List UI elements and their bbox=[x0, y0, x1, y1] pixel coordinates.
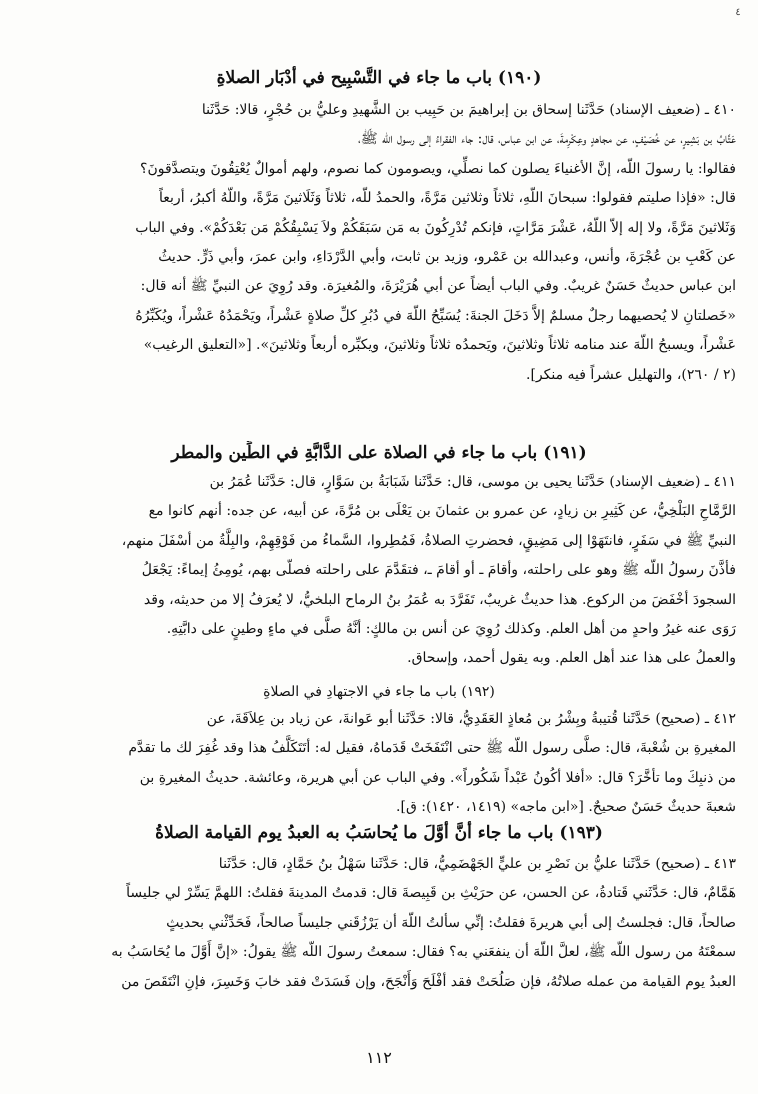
hadith-paragraph-413 bbox=[22, 850, 736, 1026]
text-line: «خَصلتانِ لا يُحصيهما رجلٌ مسلمٌ إلاَّ دَخَلَ الجنةَ: يُسَبِّحُ اللّهَ في دُبُرِ كلِّ صلاةٍ عَشْراً، ويَحْمَدُهُ عَشْراً، ويُكَبِّرُهُ bbox=[135, 307, 736, 324]
text-line: ٤١١ ـ (ضعيف الإسناد) حَدَّثَنا يحيى بن موسى، قال: حَدَّثَنا شَبَابَةُ بن سَوَّارٍ، قال: حَدَّثَنا عُمَرُ بن bbox=[209, 474, 736, 490]
chapter-heading-192: (١٩٢) باب ما جاء في الاجتهادِ في الصلاةِ bbox=[263, 684, 495, 700]
text-line: فأذَّنَ رسولُ اللّه ﷺ وهو على راحلته، وأقامَ ـ أو أقامَ ـ، فتقَدَّمَ على راحلته فصلّى بهم، يُومِئُ إيماءً: يَجْعَلُ bbox=[141, 562, 736, 579]
text-line: قال: «فإذا صليتم فقولوا: سبحانَ اللّهِ، ثلاثاً وثلاثين مَرَّةً، والحمدُ للّه، ثلاثاً وَثَلَاثينَ مَرَّةً، واللّهُ أكبرُ، أربعاً bbox=[159, 190, 736, 207]
text-line: (٢ / ٢٦٠)، والتهليل عشراً فيه منكر]. bbox=[526, 366, 736, 383]
page-number: ١١٢ bbox=[366, 1048, 392, 1067]
text-line: عَشْراً، ويسبحُ اللّهَ عند منامه ثلاثاً وثلاثينَ، ويَحمدُه ثلاثاً وثلاثينَ، ويكبِّره أربعاً وثلاثينَ». [«التعليق الرغيب» bbox=[143, 337, 736, 354]
text-line: صالحاً، قال: فجلستُ إلى أبي هريرةَ فقلتُ: إنِّي سألتُ اللّهَ أن يَرْزُقَني جليساً صالحاً، فَحَدِّثْني بحديثٍ bbox=[166, 914, 736, 931]
text-line: وَثَلاثينَ مَرَّةً، ولا إله إلاّ اللّهُ، عَشْرَ مَرَّاتٍ، فإنكم تُدْرِكُونَ به مَن سَبَقَكُمْ ولاَ يَسْبِقُكُمْ مَن بَعْدَكُمْ». وفي الباب bbox=[135, 219, 736, 236]
text-line: سمعْتَهُ من رسول اللّه ﷺ، لعلَّ اللّهَ أن ينفعَني به؟ فقال: سمعتُ رسولَ اللّه ﷺ يقولُ: «إنَّ أَوَّلَ ما يُحَاسَبُ به bbox=[111, 944, 736, 961]
hadith-paragraph-412 bbox=[22, 705, 736, 821]
text-line: فقالوا: يا رسولَ اللّه، إنَّ الأغنياءَ يصلون كما نصلِّي، ويصومون كما نصوم، ولهم أموالٌ يُعْتِقُونَ ويتصدَّقونَ؟ bbox=[140, 160, 736, 177]
text-line: عن كَعْبِ بن عُجْرَةَ، وأنس، وعبدالله بن عَمْرو، وزيد بن ثابت، وأبي الدَّرْدَاءِ، وابن عمرَ، وأبي ذَرٍّ. حديثُ bbox=[158, 248, 736, 265]
text-line: المغيرةِ بن شُعْبةَ، قال: صلَّى رسول اللّه ﷺ حتى انْتَفَخَتْ قَدَماهُ، فقيل له: أتَتَكَلَّفُ هذا وقد غُفِرَ لك ما تقدَّم bbox=[128, 740, 736, 757]
corner-mark: ٤ bbox=[735, 7, 741, 18]
text-line: النبيِّ ﷺ في سَفَرٍ، فانتَهَوْا إلى مَضِيقٍ، فحضرتِ الصلاةُ، فَمُطِروا، السَّماءُ من فَوْقِهِمْ، والبِلَّةُ من أسْفَلَ منهم، bbox=[121, 532, 736, 549]
text-line: الرَّمَّاحِ البَلْخِيُّ، عن كَثِيرِ بن زيادٍ، عن عمرو بن عثمانَ بن يَعْلَى بن مُرَّةَ، عن أبيه، عن جده: أنهم كانوا مع bbox=[148, 503, 736, 520]
text-line: ٤١٣ ـ (صحيح) حَدَّثَنا عليُّ بن نَصْرِ بن عليٍّ الجَهْضَمِيُّ، قال: حَدَّثَنا سَهْلُ بنُ حَمَّادٍ، قال: حَدَّثَنا bbox=[218, 856, 736, 872]
chapter-heading-190: (١٩٠) باب ما جاء في التَّسْبِيح في أدْبَار الصلاةِ bbox=[216, 68, 542, 88]
text-line: والعملُ على هذا عند أهل العلم. وبه يقول أحمد، وإسحاق. bbox=[407, 650, 736, 667]
text-line: العبدُ يوم القيامة من عمله صلاتُهُ، فإن صَلُحَتْ فقد أفْلَحَ وَأَنْجَحَ، وإن فَسَدَتْ فقد خابَ وَخَسِرَ، فإنِ انْتَقَصَ من bbox=[121, 973, 736, 990]
hadith-paragraph-410 bbox=[22, 96, 736, 441]
text-line: ٤١٢ ـ (صحيح) حَدَّثَنا قُتيبةُ وبِشْرُ بن مُعاذٍ العَقَدِيُّ، قالا: حَدَّثَنا أبو عَوانةَ، عن زياد بن عِلاَقَةَ، عن bbox=[206, 711, 736, 727]
chapter-heading-191: (١٩١) باب ما جاء في الصلاة على الدَّابَّةِ في الطِّين والمطر bbox=[171, 443, 587, 463]
text-line: ابن عباس حديثٌ حَسَنٌ غريبٌ. وفي الباب أيضاً عن أبي هُرَيْرَةَ، والمُغيرَة. وقد رُوِيَ عن النبيِّ ﷺ أنه قال: bbox=[140, 278, 736, 295]
text-line: من ذنبِكَ وما تأخَّرَ؟ قال: «أفلا أكُونُ عَبْداً شَكُوراً». وفي الباب عن أبي هريرة، وعائشة. حديثُ المغيرةِ بن bbox=[139, 769, 736, 786]
chapter-heading-193: (١٩٣) باب ما جاء أنَّ أَوَّلَ ما يُحاسَبُ به العبدُ يوم القيامة الصلاةُ bbox=[155, 823, 603, 843]
text-line: هَمَّامٌ، قال: حَدَّثَني قَتادةُ، عن الحسن، عن حرَيْثِ بن قَبِيصةَ قال: قدمتُ المدينةَ فقلتُ: اللهمَّ يَسِّرْ لي جليساً bbox=[126, 885, 736, 902]
text-line: شعبةَ حديثٌ حَسَنٌ صحيحٌ. [«ابن ماجه» (١٤١٩، ١٤٢٠): ق]. bbox=[396, 799, 736, 816]
text-line: رَوَى عنه غيرُ واحدٍ من أهل العلم. وكذلك رُوِيَ عن أنس بن مالكٍ: أنَّهُ صلَّى في ماءٍ وطينٍ على دابَّتِهِ. bbox=[166, 620, 736, 637]
hadith-paragraph-411 bbox=[22, 468, 736, 680]
text-line: السجودَ أخْفَضَ من الركوع. هذا حديثٌ غريبٌ، تَفَرَّدَ به عُمَرُ بنُ الرماح البلخيُّ، لا يُعرَفُ إلا من حديثه، وقد bbox=[143, 591, 736, 608]
text-line: عَتَّابُ بن بَشِيرٍ، عن خُصَيْفٍ، عن مجاهدٍ وعِكْرِمةَ، عن ابن عباس، قال: جاء الفقراءُ إلى رسول اللّه ﷺ، bbox=[358, 131, 736, 148]
text-line: ٤١٠ ـ (ضعيف الإسناد) حَدَّثَنا إسحاق بن إبراهيمَ بن حَبِيب بن الشَّهيدِ وعليُّ بن حُجْرٍ، قالا: حَدَّثَنا bbox=[201, 102, 736, 118]
